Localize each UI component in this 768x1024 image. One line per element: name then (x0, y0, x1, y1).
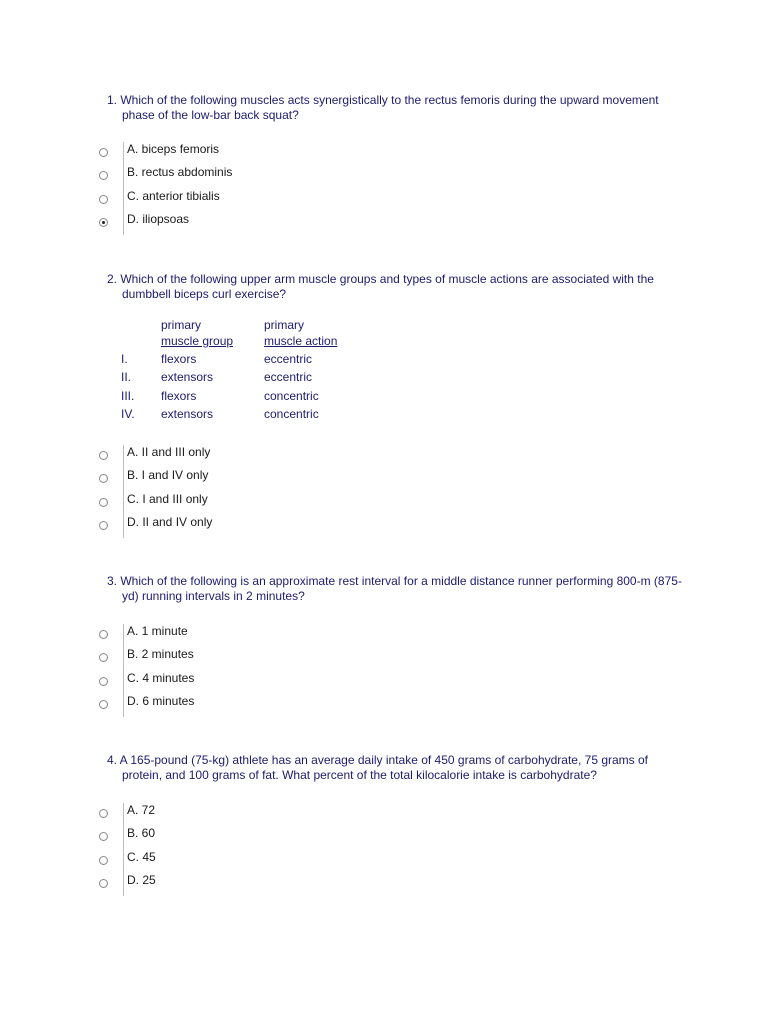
radio-button-icon[interactable] (99, 832, 108, 841)
column-header: muscle action (264, 333, 338, 348)
choice-label: C. 45 (127, 849, 156, 864)
table-header-row (121, 334, 421, 352)
radio-button-icon[interactable] (99, 474, 108, 483)
choice-label: A. biceps femoris (127, 142, 220, 156)
answer-choices (123, 445, 213, 538)
radio-button-icon[interactable] (99, 856, 108, 865)
muscle-group: extensors (161, 370, 214, 384)
radio-button-icon[interactable] (99, 653, 108, 662)
choice-label: C. 4 minutes (127, 670, 195, 685)
choice-label: A. II and III only (127, 445, 211, 459)
question-2 (107, 272, 687, 529)
question-stem: 1. Which of the following muscles acts synergistically to the rectus femoris during the upward movement phase of the low-bar back squat? (107, 93, 659, 122)
muscle-action: eccentric (264, 370, 313, 384)
answer-choices (123, 624, 195, 717)
choice-label: B. I and IV only (127, 468, 209, 483)
choice-label: B. rectus abdominis (127, 165, 233, 180)
choice-label: B. 2 minutes (127, 647, 194, 662)
question-stem: 2. Which of the following upper arm muscle groups and types of muscle actions are associated with the dumbbell biceps curl exercise? (107, 272, 654, 301)
muscle-group: flexors (161, 351, 197, 366)
table-header-row (121, 318, 421, 334)
muscle-table (121, 318, 421, 426)
choice-label: D. 6 minutes (127, 693, 195, 708)
radio-button-icon[interactable] (99, 521, 108, 530)
table-row (121, 407, 421, 426)
table-row (121, 352, 421, 371)
radio-button-icon[interactable] (99, 630, 108, 639)
row-number: IV. (121, 407, 135, 421)
muscle-action: concentric (264, 388, 319, 403)
radio-button-icon[interactable] (99, 195, 108, 204)
radio-button-icon[interactable] (99, 809, 108, 818)
choice-label: D. 25 (127, 872, 156, 887)
table-row (121, 389, 421, 408)
answer-choices (123, 142, 233, 235)
radio-button-icon[interactable] (99, 879, 108, 888)
question-4 (107, 753, 687, 887)
answer-choices (123, 803, 156, 896)
choice-label: C. I and III only (127, 491, 208, 506)
question-stem: 4. A 165-pound (75-kg) athlete has an average daily intake of 450 grams of carbohydrate, 75 grams of protein, and 100 grams of fat. What percent of the total kilocalorie intake is carbohydrate? (107, 753, 649, 782)
question-stem: 3. Which of the following is an approximate rest interval for a middle distance runner performing 800-m (875-yd) running intervals in 2 minutes? (107, 574, 682, 603)
choice-label: A. 1 minute (127, 624, 188, 638)
choice-label: C. anterior tibialis (127, 188, 220, 203)
radio-button-icon[interactable] (99, 218, 108, 227)
question-1 (107, 93, 687, 226)
question-3 (107, 574, 687, 708)
row-number: III. (121, 388, 135, 403)
radio-button-icon[interactable] (99, 700, 108, 709)
muscle-group: flexors (161, 388, 197, 403)
choice-label: A. 72 (127, 803, 156, 817)
column-header: primary (264, 318, 305, 332)
muscle-action: eccentric (264, 351, 313, 366)
radio-button-icon[interactable] (99, 498, 108, 507)
choice-label: B. 60 (127, 826, 156, 841)
row-number: II. (121, 370, 132, 384)
radio-button-icon[interactable] (99, 451, 108, 460)
row-number: I. (121, 351, 128, 366)
radio-button-icon[interactable] (99, 148, 108, 157)
column-header: primary (161, 318, 202, 332)
radio-button-icon[interactable] (99, 171, 108, 180)
choice-label: D. iliopsoas (127, 211, 190, 226)
table-row (121, 370, 421, 389)
muscle-action: concentric (264, 407, 319, 421)
choice-label: D. II and IV only (127, 514, 213, 529)
muscle-group: extensors (161, 407, 214, 421)
column-header: muscle group (161, 333, 234, 348)
radio-button-icon[interactable] (99, 677, 108, 686)
